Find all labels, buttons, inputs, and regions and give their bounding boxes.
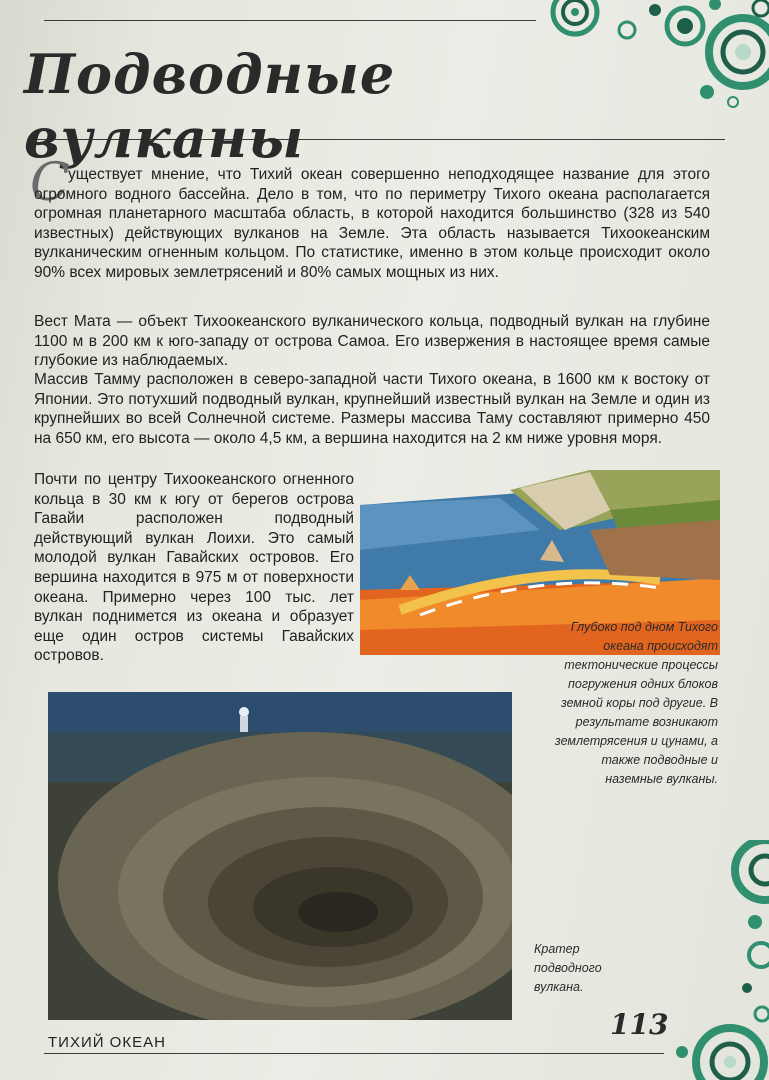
crater-photo	[48, 692, 512, 1020]
paragraph-west-mata: Вест Мата — объект Тихоокеанского вулканического кольца, подводный вулкан на глубине 1100 м в 200 км к юго-западу от острова Самоа. Его извержения в настоящее время самые глубокие из наблюдаемых.	[34, 313, 710, 370]
section-label: ТИХИЙ ОКЕАН	[48, 1034, 166, 1051]
paragraph-intro: уществует мнение, что Тихий океан совершенно неподходящее название для этого огромного водного бассейна. Дело в том, что по периметру Тихого океана располагается огромная планетарного масштаба область, в которой находится большинство (328 из 540 известных) действующих вулканов на Земле. Эта область называется Тихоокеанским вулканическим огненным кольцом. По статистике, именно в этом кольце происходит около 90% всех мировых землетрясений и 80% самых мощных из них.	[34, 166, 710, 281]
page-number: 113	[610, 1008, 669, 1041]
drop-cap: С	[30, 153, 70, 213]
paragraph-tamu: Массив Таммy расположен в северо-западной части Тихого океана, в 1600 км к востоку от Японии. Это потухший подводный вулкан, крупнейший известный вулкан на Земле и один из крупнейших во всей Солнечной системе. Размеры массива Таму составляют примерно 450 на 650 км, его высота — около 4,5 км, а вершина находится на 2 км ниже уровня моря.	[34, 371, 710, 447]
page-title: Подводные вулканы	[24, 42, 396, 170]
paragraph-loihi: Почти по центру Тихоокеанского огненного кольца в 30 км к югу от берегов острова Гавайи расположен подводный действующий вулкан Лоихи. Это самый молодой вулкан Гавайских островов. Его вершина находится в 975 м от поверхности океана. Примерно через 100 тыс. лет вулкан поднимется из океана и образует еще один остров системы Гавайских островов.	[34, 471, 354, 665]
photo-caption: Кратер подводного вулкана.	[534, 942, 602, 994]
top-rule	[44, 20, 536, 21]
swirl-ornament-right	[725, 840, 769, 1000]
diagram-caption: Глубоко под дном Тихого океана происходят тектонические процессы погружения одних блоков земной коры под другие. В результате возникают землетрясения и цунами, а также подводные и наземные вулканы.	[554, 620, 718, 786]
footer-rule	[44, 1053, 664, 1054]
